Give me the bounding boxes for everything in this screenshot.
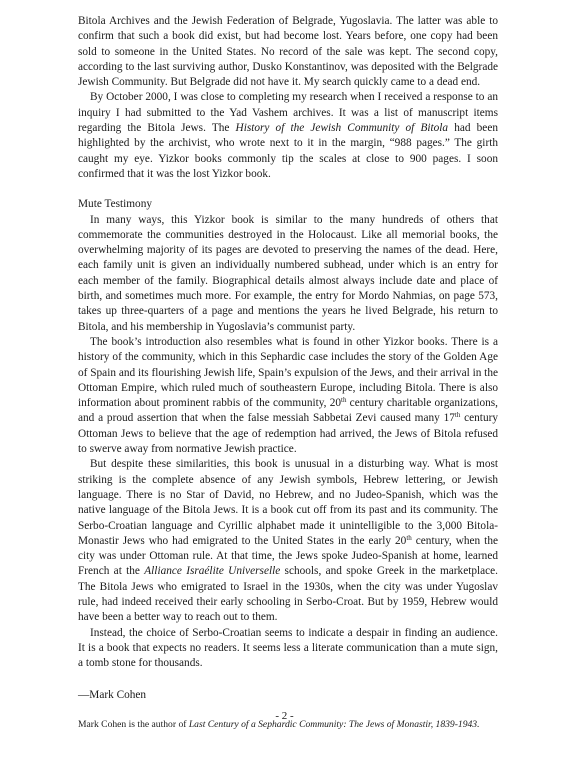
paragraph-5-text-c: century, when the city was under Ottoman rule. At that time, the Jews spoke Judeo-Spanish at home, learned French at the (78, 534, 498, 578)
paragraph-4-text-e: century Ottoman Jews to believe that the age of redemption had arrived, the Jews of Bitola refused to swerve away from normative Jewish practice. (78, 412, 498, 456)
page-number: - 2 - (275, 710, 294, 722)
text-column (78, 14, 498, 731)
school-name-italic: Alliance Israélite Universelle (144, 565, 281, 578)
paragraph-2 (78, 90, 498, 182)
paragraph-6: Instead, the choice of Serbo-Croatian seems to indicate a despair in finding an audience. It is a book that expects no readers. It seems less a literate communication than a mute sign, a tomb stone for thousands. (78, 626, 498, 670)
paragraph-4-text-c: century charitable organizations, and a proud assertion that when the false messiah Sabbetai Zevi caused many 17 (78, 397, 498, 425)
section-gap (78, 182, 498, 197)
superscript-th: th (341, 396, 347, 405)
paragraph-2-text-c: had been highlighted by the archivist, who wrote next to it in the margin, “988 pages.” The girth caught my eye. Yizkor books commonly tip the scales at close to 900 pages. I soon confirmed that it was the lost Yizkor book. (78, 122, 498, 180)
paragraph-5-text-e: schools, and spoke Greek in the marketplace. The Bitola Jews who emigrated to Israel in the 1930s, when the city was under Yugoslav rule, had indeed received their early schooling in Serbo-Croat. But by 1959, Hebrew would have been a better way to reach out to them. (78, 565, 499, 624)
paragraph-3: In many ways, this Yizkor book is similar to the many hundreds of others that commemorate the communities destroyed in the Holocaust. Like all memorial books, the overwhelming majority of its pages are devoted to preserving the names of the dead. Here, each family unit is given an individually numbered subhead, under which is an entry for each member of the family. Biographical details almost always include date and place of birth, and sometimes much more. For example, the entry for Mordo Nahmias, on page 573, takes up three-quarters of a page and mentions the years he lived Belgrade, his return to Bitola, and his membership in Yugoslavia’s communist party. (78, 213, 498, 333)
author-book-title: Last Century of a Sephardic Community: The Jews of Monastir, 1839-1943. (188, 718, 480, 730)
author-signature: —Mark Cohen (78, 689, 147, 702)
paragraph-5-text-a: But despite these similarities, this book is unusual in a disturbing way. What is most striking is the complete absence of any Jewish symbols, Hebrew lettering, or Jewish language. There is no Star of David, no Hebrew, and no Judeo-Spanish, which was the native language of the Bitola Jews. It is a book cut off from its past and its community. The Serbo-Croatian language and Cyrillic alphabet made it unintelligible to the 3,000 Bitola-Monastir Jews who had emigrated to the United States in the early 20 (78, 458, 498, 547)
section-heading: Mute Testimony (78, 198, 152, 211)
superscript-th: th (406, 533, 412, 542)
paragraph-2-text-a: By October 2000, I was close to completing my research when I received a response to an inquiry I had submitted to the Yad Vashem archives. It was a list of manuscript items regarding the Bitola Jews. The (78, 91, 498, 135)
paragraph-4 (78, 335, 498, 457)
superscript-th: th (454, 411, 461, 420)
paragraph-1: Bitola Archives and the Jewish Federation of Belgrade, Yugoslavia. The latter was able to confirm that such a book did exist, but had become lost. Years before, one copy had been sold to someone in the United States. No record of the sale was kept. The second copy, according to the last surviving author, Dusko Konstantinov, was deposited with the Belgrade Jewish Community. But Belgrade did not have it. My search quickly came to a dead end. (78, 15, 498, 89)
paragraph-5 (78, 457, 498, 625)
author-bio-text: Mark Cohen is the author of (78, 718, 189, 730)
paragraph-4-text-a: The book’s introduction also resembles what is found in other Yizkor books. There is a history of the community, which in this Sephardic case includes the story of the Golden Age of Spain and its flourishing Jewish life, Spain’s expulsion of the Jews, and their arrival in the Ottoman Empire, which ruled much of southeastern Europe, including Bitola. There is also information about prominent rabbis of the community, 20 (78, 335, 498, 410)
book-title-italic: History of the Jewish Community of Bitola (235, 122, 449, 135)
